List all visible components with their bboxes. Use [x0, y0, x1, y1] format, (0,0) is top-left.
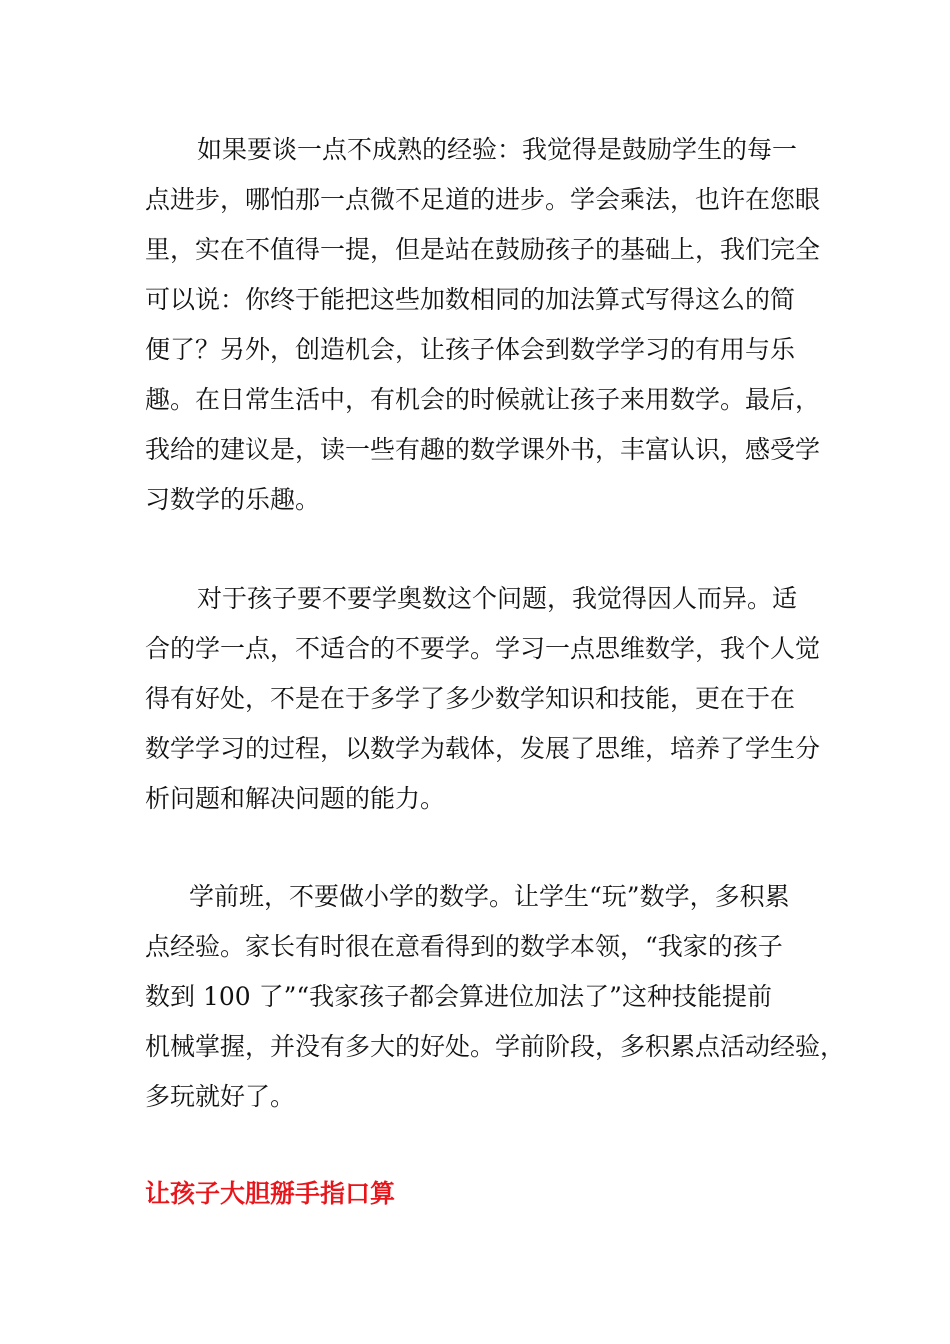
text-line: 可以说：你终于能把这些加数相同的加法算式写得这么的简: [145, 285, 796, 314]
text-line: 析问题和解决问题的能力。: [145, 784, 446, 813]
text-line: 我给的建议是，读一些有趣的数学课外书，丰富认识，感受学: [145, 435, 821, 464]
text-line: 对于孩子要不要学奥数这个问题，我觉得因人而异。适: [197, 584, 798, 613]
text-line: 点经验。家长有时很在意看得到的数学本领，“我家的孩子: [145, 932, 783, 961]
text-line: 如果要谈一点不成熟的经验：我觉得是鼓励学生的每一: [197, 135, 798, 164]
text-line: 便了？另外，创造机会，让孩子体会到数学学习的有用与乐: [145, 335, 796, 364]
section-heading: 让孩子大胆掰手指口算: [145, 1179, 396, 1208]
text-line: 机械掌握，并没有多大的好处。学前阶段，多积累点活动经验，: [145, 1032, 846, 1061]
text-line: 学前班，不要做小学的数学。让学生“玩”数学，多积累: [189, 882, 790, 911]
text-line: 数学学习的过程，以数学为载体，发展了思维，培养了学生分: [145, 734, 821, 763]
text-line: 趣。在日常生活中，有机会的时候就让孩子来用数学。最后，: [145, 385, 821, 414]
text-line: 里，实在不值得一提，但是站在鼓励孩子的基础上，我们完全: [145, 235, 821, 264]
text-line: 习数学的乐趣。: [145, 485, 321, 514]
text-line: 点进步，哪怕那一点微不足道的进步。学会乘法，也许在您眼: [145, 185, 821, 214]
text-line: 得有好处，不是在于多学了多少数学知识和技能，更在于在: [145, 684, 796, 713]
text-line: 数到 100 了”“我家孩子都会算进位加法了”这种技能提前: [145, 982, 772, 1011]
paragraph-olympiad-math: [145, 574, 821, 824]
text-line: 多玩就好了。: [145, 1082, 296, 1111]
paragraph-preschool: [145, 872, 846, 1122]
text-line: 合的学一点，不适合的不要学。学习一点思维数学，我个人觉: [145, 634, 821, 663]
paragraph-encouragement: [145, 125, 821, 525]
